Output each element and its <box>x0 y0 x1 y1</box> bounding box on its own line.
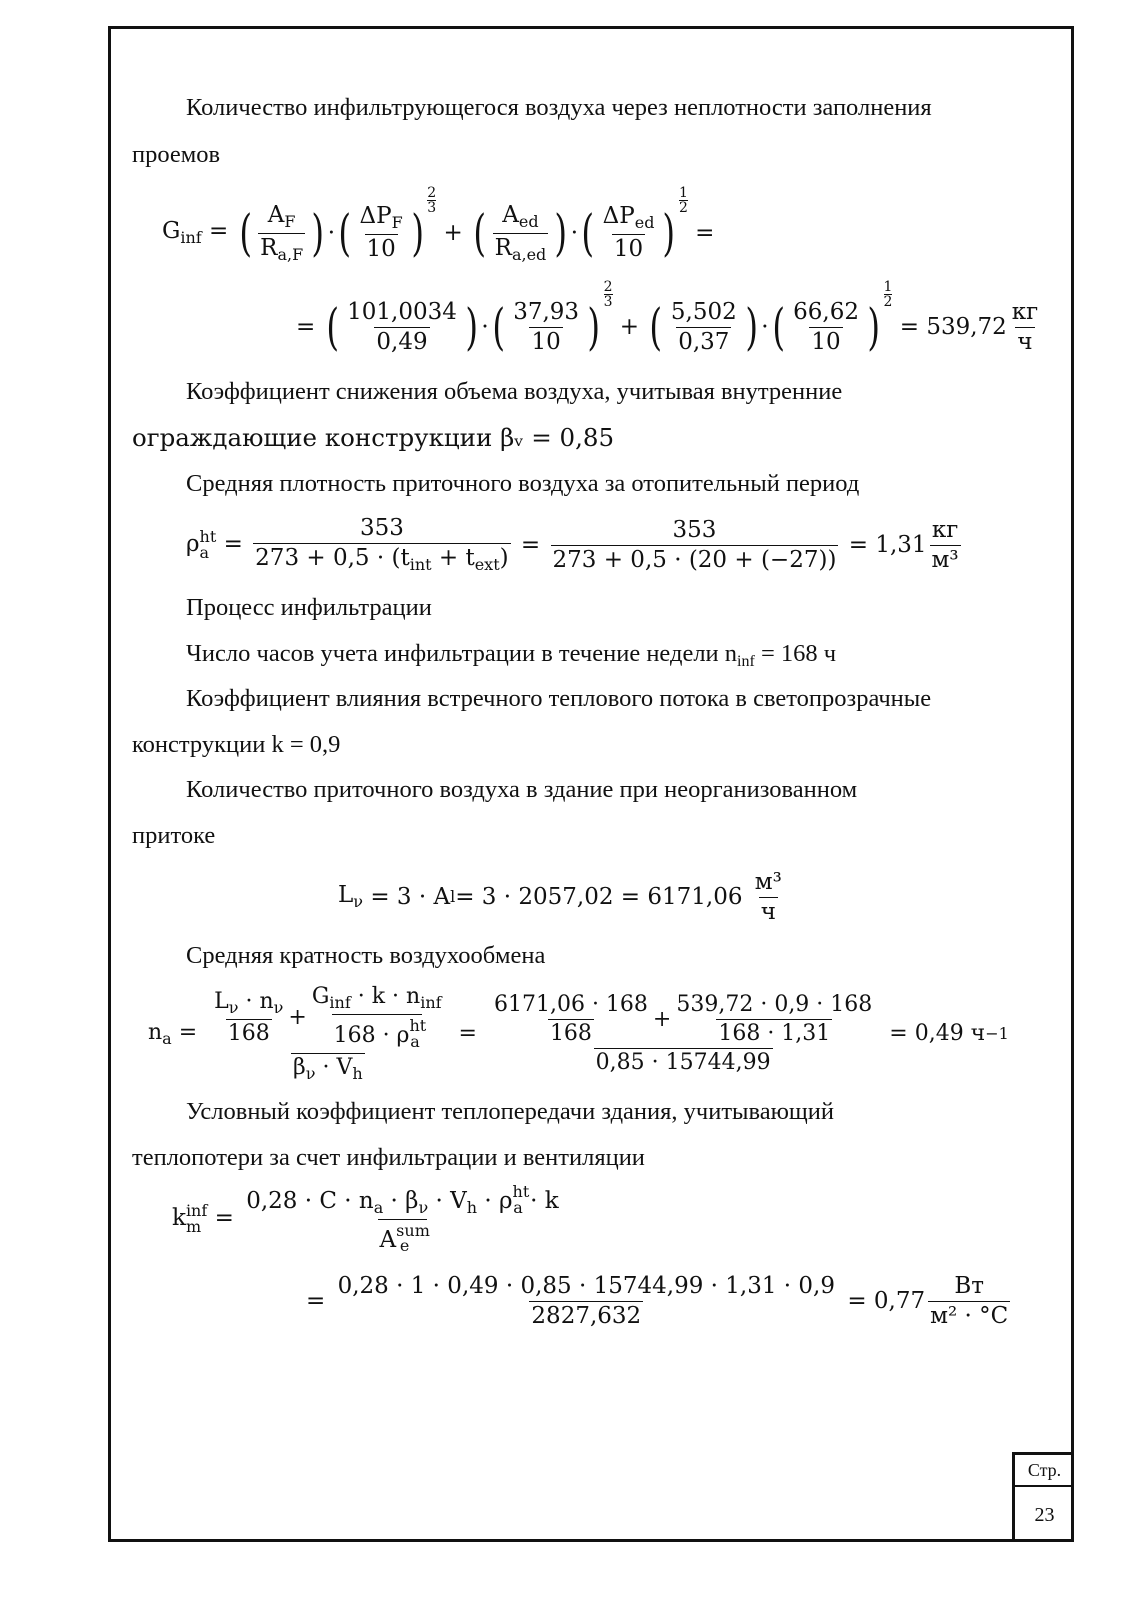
formula-ginf-values: = ( $\frac{101,0034}{0,49}$ ) · ( $\frac{37,93}{10}$ ) 2 3 + ( $\frac{5,502}{0,37}$ ) · ( $\frac{66,62}{10}$ ) 1 2 = 539,72 $\frac{кг}{ч}$ <box>296 279 1039 356</box>
formula-air-exchange: $n_a$ = $\frac{L_\nu \cdot n_\nu}{168}$ + $\frac{G_{inf} \cdot k \cdot n_{inf}}{168 \cdot \rho^{ht}_a}$ $\beta_\nu \cdot V_h$ = $\frac{6171,06 \cdot 168}{168}$ + $\frac{539,72 \cdot 0,9 \cdot 168}{168 \cdot 1,31}$ 0,85 · 15744,99 = 0,49 ч −1 <box>148 984 1009 1083</box>
paragraph-volume-coefficient: Коэффициент снижения объема воздуха, учитывая внутренние <box>186 378 843 405</box>
paragraph-supply-air-cont: притоке <box>132 822 216 849</box>
paragraph-heat-transfer: Условный коэффициент теплопередачи здания, учитывающий <box>186 1098 835 1125</box>
page-number: 23 <box>1034 1504 1055 1526</box>
formula-air-density: ρ ht a = $\frac{353}{273 + 0,5 \cdot (t_{int} + t_{ext})}$ = $\frac{353}{273 + 0,5 \cdot (20 + (-27))}$ = 1,31 $\frac{кг}{\text{м³}}$ <box>186 515 959 574</box>
paragraph-infiltration-process: Процесс инфильтрации <box>186 594 432 621</box>
paragraph-air-density: Средняя плотность приточного воздуха за отопительный период <box>186 470 860 497</box>
paragraph-counter-flow-cont: конструкции k = 0,9 <box>132 731 341 758</box>
paragraph-infiltration-title: Количество инфильтрующегося воздуха через неплотности заполнения <box>186 94 932 121</box>
formula-heat-transfer-definition: k inf m = $\frac{0,28 \cdot C \cdot n_a \cdot \beta_\nu \cdot V_h \cdot \rho^{ht}_a \cdot k}{A^{sum}_e}$ <box>172 1181 559 1256</box>
paragraph-volume-coefficient-cont: ограждающие конструкции βᵥ = 0,85 <box>132 423 615 452</box>
paragraph-counter-flow: Коэффициент влияния встречного теплового потока в светопрозрачные <box>186 685 932 712</box>
formula-supply-air: $L_\nu$ = 3 · A l = 3 · 2057,02 = 6171,06 $\frac{\text{м³}}{ч}$ <box>338 868 782 925</box>
paragraph-infiltration-cont: проемов <box>132 141 221 168</box>
paragraph-air-exchange: Средняя кратность воздухообмена <box>186 942 546 969</box>
formula-ginf-definition: $G_{inf}$ = ( $\frac{A_F}{R_{a,F}}$ ) · ( $\frac{\Delta P_F}{10}$ ) 2 3 + ( $\frac{A_{ed}}{R_{a,ed}}$ ) · ( $\frac{\Delta P_{ed}}{10}$ ) $\frac{1}{2}$ = <box>162 185 715 264</box>
paragraph-supply-air: Количество приточного воздуха в здание при неорганизованном <box>186 776 858 803</box>
paragraph-infiltration-hours: Число часов учета инфильтрации в течение недели $n_{inf} = 168$ ч <box>186 640 837 670</box>
formula-heat-transfer-values: = $\frac{0,28 \cdot 1 \cdot 0,49 \cdot 0,85 \cdot 15744,99 \cdot 1,31 \cdot 0,9}{2827,632}$ = 0,77 $\frac{Вт}{\text{м² · °C}}$ <box>306 1272 1009 1329</box>
page-label: Стр. <box>1015 1455 1074 1487</box>
page-number-stamp <box>1012 1452 1074 1542</box>
paragraph-heat-transfer-cont: теплопотери за счет инфильтрации и вентиляции <box>132 1144 645 1171</box>
